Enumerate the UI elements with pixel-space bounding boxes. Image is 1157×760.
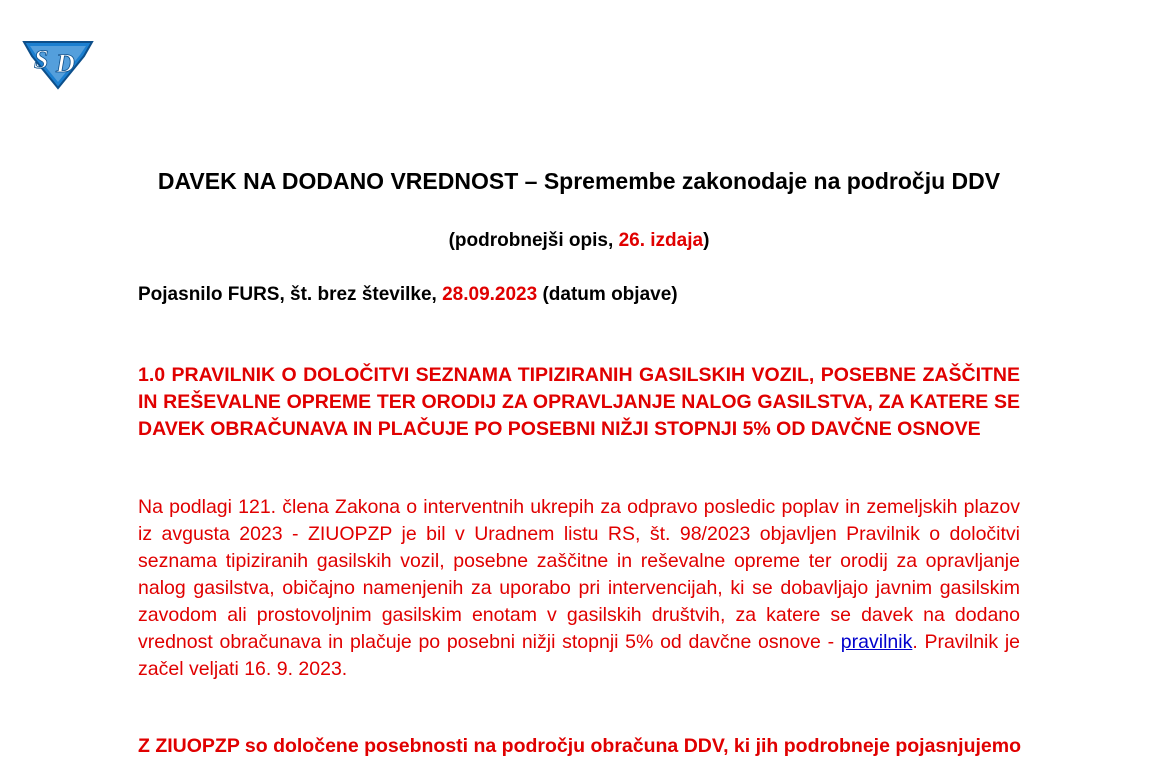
document-subtitle [138,228,1020,254]
svg-text:D: D [56,49,75,78]
publication-line [138,282,678,308]
publication-date: 28.09.2023 [442,284,538,305]
subtitle-open: (podrobnejši opis, [448,230,619,251]
document-title: DAVEK NA DODANO VREDNOST – Spremembe zakonodaje na področju DDV [157,168,1001,194]
pravilnik-link[interactable]: pravilnik [840,631,913,653]
next-paragraph-cutoff: Z ZIUOPZP so določene posebnosti na področju obračuna DDV, ki jih podrobneje pojasnjujemo [138,735,1022,757]
furs-logo [18,34,96,90]
section-heading: 1.0 PRAVILNIK O DOLOČITVI SEZNAMA TIPIZIRANIH GASILSKIH VOZIL, POSEBNE ZAŠČITNE IN REŠEVALNE OPREME TER ORODIJ ZA OPRAVLJANJE NALOG GASILSTVA, ZA KATERE SE DAVEK OBRAČUNAVA IN PLAČUJE PO POSEBNI NIŽJI STOPNJI 5% OD DAVČNE OSNOVE [138,364,1020,440]
subtitle-close: ) [703,230,710,251]
paragraph-text-end: . Pravilnik je začel veljati 16. 9. 2023. [138,631,1020,680]
publication-prefix: Pojasnilo FURS, št. brez številke, [138,284,443,305]
svg-text:S: S [34,45,49,74]
paragraph-text: Na podlagi 121. člena Zakona o interventnih ukrepih za odpravo posledic poplav in zemeljskih plazov iz avgusta 2023 - ZIUOPZP je bil v Uradnem listu RS, št. 98/2023 objavljen Pravilnik o določitvi seznama tipiziranih gasilskih vozil, posebne zaščitne in reševalne opreme ter orodij za opravljanje nalog gasilstva, običajno namenjenih za uporabo pri intervencijah, ki se dobavljajo javnim gasilskim zavodom ali prostovoljnim gasilskim enotam v gasilskih društvih, za katere se davek na dodano vrednost obračunava in plačuje po posebni nižji stopnji 5% od davčne osnove - [138,496,1020,653]
edition-number: 26. izdaja [618,230,704,251]
section-paragraph [138,494,1020,683]
publication-suffix: (datum objave) [537,284,678,305]
